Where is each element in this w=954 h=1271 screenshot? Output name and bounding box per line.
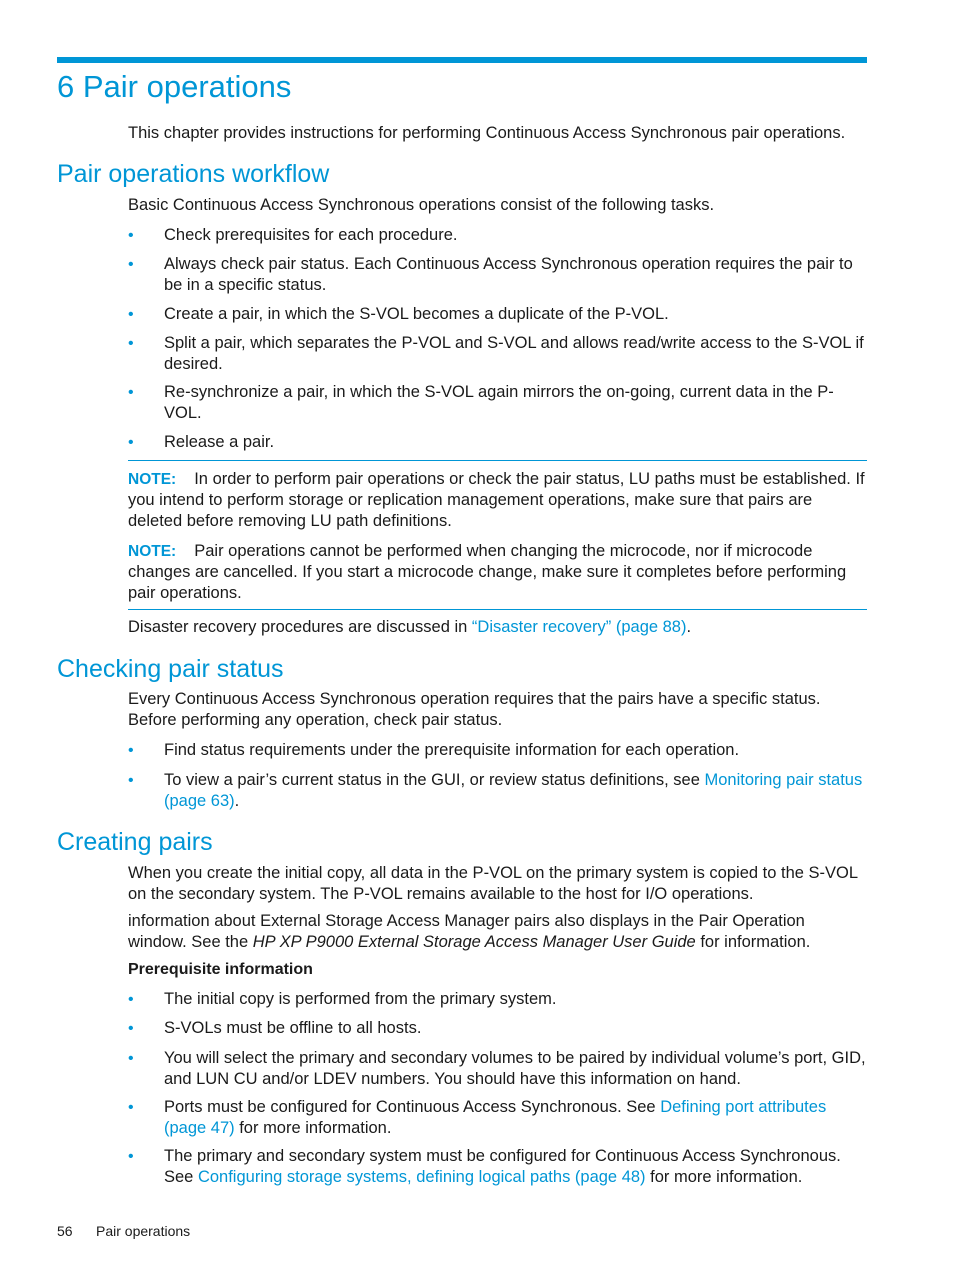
bullet-icon: • bbox=[128, 991, 134, 1008]
disaster-recovery-paragraph bbox=[128, 617, 868, 638]
bullet-icon: • bbox=[128, 434, 134, 451]
page-footer bbox=[57, 1222, 190, 1240]
list-item-text: Split a pair, which separates the P-VOL and S-VOL and allows read/write access to the S-VOL if desired. bbox=[164, 334, 864, 373]
disaster-suffix: . bbox=[686, 618, 692, 636]
note-bottom-rule bbox=[128, 609, 867, 610]
list-item-text: S-VOLs must be offline to all hosts. bbox=[164, 1019, 422, 1037]
list-item-text: Release a pair. bbox=[164, 433, 275, 451]
section-heading-creating: Creating pairs bbox=[57, 828, 213, 856]
page-number: 56 bbox=[57, 1223, 73, 1239]
list-item-text: To view a pair’s current status in the GUI, or review status definitions, see Monitoring pair status (page 63). bbox=[164, 771, 863, 810]
guide-title: HP XP P9000 External Storage Access Manager User Guide bbox=[252, 933, 696, 951]
bullet-icon: • bbox=[128, 742, 134, 759]
chapter-title: 6 Pair operations bbox=[57, 69, 292, 104]
bullet-icon: • bbox=[128, 335, 134, 352]
bullet-icon: • bbox=[128, 1050, 134, 1067]
checking-intro: Every Continuous Access Synchronous operation requires that the pairs have a specific status. Before performing any operation, check pair status. bbox=[128, 690, 821, 729]
footer-section: Pair operations bbox=[96, 1223, 191, 1239]
list-item-text: Create a pair, in which the S-VOL becomes a duplicate of the P-VOL. bbox=[164, 305, 669, 323]
section-heading-checking: Checking pair status bbox=[57, 655, 284, 683]
workflow-intro: Basic Continuous Access Synchronous operations consist of the following tasks. bbox=[128, 196, 715, 214]
note-top-rule bbox=[128, 460, 867, 461]
list-item-text: Always check pair status. Each Continuous Access Synchronous operation requires the pair to be in a specific status. bbox=[164, 255, 853, 294]
prerequisite-heading: Prerequisite information bbox=[128, 961, 313, 978]
note-label: NOTE: bbox=[128, 543, 177, 560]
note-label: NOTE: bbox=[128, 471, 177, 488]
creating-para-1: When you create the initial copy, all data in the P-VOL on the primary system is copied to the S-VOL on the secondary system. The P-VOL remains available to the host for I/O operations. bbox=[128, 864, 858, 903]
disaster-text: Disaster recovery procedures are discussed in bbox=[128, 618, 472, 636]
section-heading-workflow: Pair operations workflow bbox=[57, 160, 330, 188]
bullet-icon: • bbox=[128, 384, 134, 401]
monitoring-pair-status-link[interactable]: Monitoring pair status (page 63) bbox=[164, 771, 863, 810]
configuring-storage-systems-link[interactable]: Configuring storage systems, defining logical paths (page 48) bbox=[197, 1168, 646, 1186]
bullet-icon: • bbox=[128, 256, 134, 273]
bullet-icon: • bbox=[128, 1148, 134, 1165]
note-text: Pair operations cannot be performed when changing the microcode, nor if microcode changes are cancelled. If you start a microcode change, make sure it completes before performing pair operations. bbox=[128, 542, 847, 602]
list-item-text: Ports must be configured for Continuous Access Synchronous. See Defining port attributes (page 47) for more information. bbox=[164, 1098, 827, 1137]
list-item-text: Re-synchronize a pair, in which the S-VOL again mirrors the on-going, current data in the P-VOL. bbox=[164, 383, 834, 422]
bullet-icon: • bbox=[128, 1099, 134, 1116]
note-text: In order to perform pair operations or check the pair status, LU paths must be established. If you intend to perform storage or replication management operations, make sure that pairs are deleted before removing LU path definitions. bbox=[128, 470, 865, 530]
list-item-text: You will select the primary and secondary volumes to be paired by individual volume’s port, GID, and LUN CU and/or LDEV numbers. You should have this information on hand. bbox=[164, 1049, 866, 1088]
bullet-icon: • bbox=[128, 772, 134, 789]
note-block bbox=[128, 541, 868, 604]
list-item-text: The primary and secondary system must be configured for Continuous Access Synchronous. See Configuring storage systems, defining logical paths (page 48) for more information. bbox=[164, 1147, 841, 1186]
list-item-text: Check prerequisites for each procedure. bbox=[164, 226, 458, 244]
bullet-icon: • bbox=[128, 1020, 134, 1037]
bullet-icon: • bbox=[128, 306, 134, 323]
disaster-recovery-link[interactable]: “Disaster recovery” (page 88) bbox=[471, 618, 687, 636]
list-item-text: The initial copy is performed from the primary system. bbox=[164, 990, 557, 1008]
creating-para-2: information about External Storage Access Manager pairs also displays in the Pair Operation window. See the HP XP P9000 External Storage Access Manager User Guide for information. bbox=[128, 912, 811, 951]
list-item-text: Find status requirements under the prerequisite information for each operation. bbox=[164, 741, 740, 759]
chapter-top-rule bbox=[57, 57, 867, 63]
bullet-icon: • bbox=[128, 227, 134, 244]
note-block bbox=[128, 469, 868, 532]
chapter-intro: This chapter provides instructions for performing Continuous Access Synchronous pair operations. bbox=[128, 124, 846, 142]
defining-port-attributes-link[interactable]: Defining port attributes (page 47) bbox=[164, 1098, 827, 1137]
